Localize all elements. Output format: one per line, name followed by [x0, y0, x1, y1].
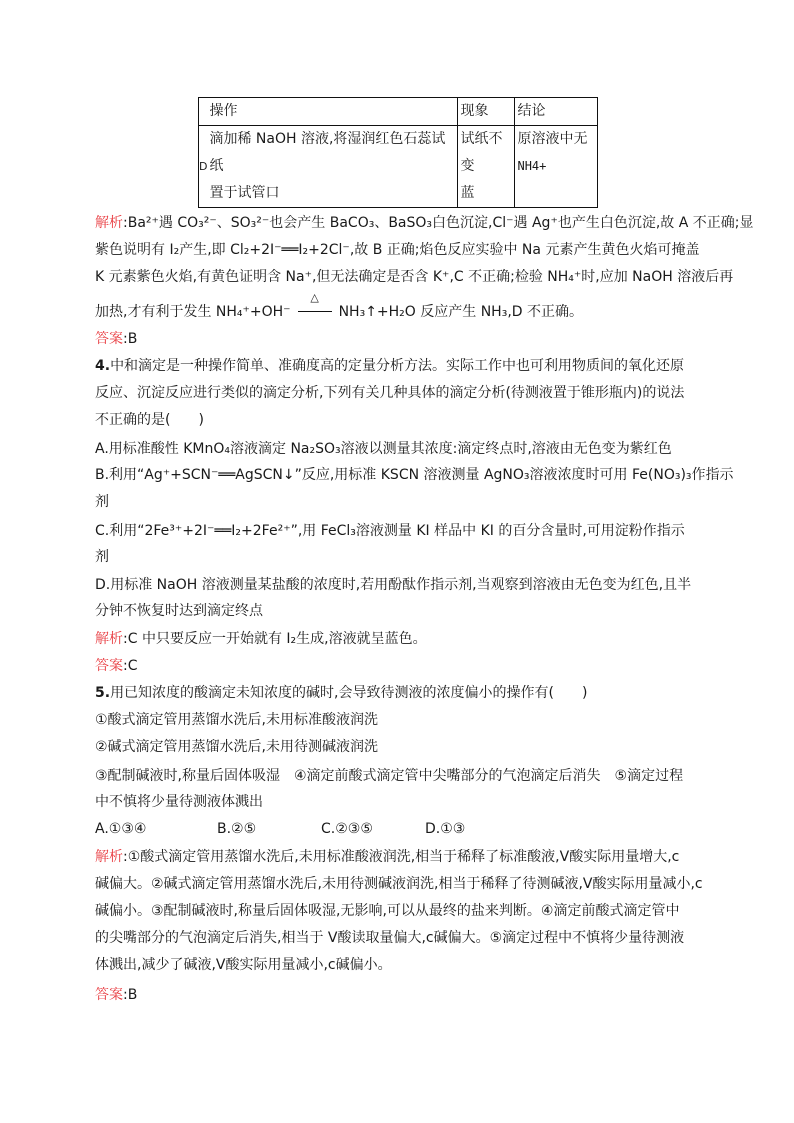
- explanation-3-line: 碱偏大。②碱式滴定管用蒸馏水洗后,未用待测碱液润洗,相当于稀释了待测碱液,V酸实际用量减小,c: [95, 876, 703, 892]
- option-d: D.①③: [425, 821, 466, 837]
- answer-label: 答案: [95, 658, 123, 674]
- question-number: 5.: [95, 685, 111, 701]
- explanation-1-line: 紫色说明有 I₂产生,即 Cl₂+2I⁻══I₂+2Cl⁻,故 B 正确;焰色反应实验中 Na 元素产生黄色火焰可掩盖: [95, 242, 700, 258]
- conclusion-line: 原溶液中无: [517, 131, 588, 147]
- explanation-2: 解析:C 中只要反应一开始就有 I₂生成,溶液就呈蓝色。: [95, 631, 427, 647]
- question-number: 4.: [95, 358, 111, 374]
- question-5-item: 中不慎将少量待测液体溅出: [95, 794, 263, 810]
- conclusion-line: NH4+: [517, 159, 547, 173]
- table-row: [199, 126, 598, 208]
- heat-arrow: △: [291, 302, 339, 322]
- option-b: 剂: [95, 494, 109, 510]
- answer-label: 答案: [95, 331, 123, 347]
- explanation-1-line: K 元素紫色火焰,有黄色证明含 Na⁺,但无法确定是否含 K⁺,C 不正确;检验 NH₄⁺时,应加 NaOH 溶液后再: [95, 269, 734, 285]
- conclusion-cell: [515, 126, 598, 208]
- question-5-item: ②碱式滴定管用蒸馏水洗后,未用待测碱液润洗: [95, 739, 378, 755]
- operation-line: 滴加稀 NaOH 溶液,将湿润红色石蕊试纸: [209, 131, 446, 174]
- phenomenon-line: 蓝: [460, 185, 475, 201]
- option-a: A.①③④: [95, 821, 147, 837]
- option-d: 分钟不恢复时达到滴定终点: [95, 603, 263, 619]
- explanation-3-line: 解析:①酸式滴定管用蒸馏水洗后,未用标准酸液润洗,相当于稀释了标准酸液,V酸实际用量增大,c: [95, 849, 680, 865]
- row-letter: D: [199, 126, 208, 208]
- question-5-stem: 5.用已知浓度的酸滴定未知浓度的碱时,会导致待测液的浓度偏小的操作有( ): [95, 685, 588, 701]
- answer-3: 答案:B: [95, 987, 138, 1003]
- option-c: 剂: [95, 549, 109, 565]
- explanation-1-line: 解析:Ba²⁺遇 CO₃²⁻、SO₃²⁻也会产生 BaCO₃、BaSO₃白色沉淀,Cl⁻遇 Ag⁺也产生白色沉淀,故 A 不正确;显: [95, 215, 754, 231]
- table-header-row: [199, 98, 598, 126]
- question-5-item: ③配制碱液时,称量后固体吸湿 ④滴定前酸式滴定管中尖嘴部分的气泡滴定后消失 ⑤滴定过程: [95, 768, 684, 784]
- option-a: A.用标准酸性 KMnO₄溶液滴定 Na₂SO₃溶液以测量其浓度:滴定终点时,溶液由无色变为紫红色: [95, 441, 672, 457]
- question-4-stem: 不正确的是( ): [95, 412, 204, 428]
- answer-1: 答案:B: [95, 331, 138, 347]
- option-c: C.②③⑤: [321, 821, 373, 837]
- experiment-table: [198, 97, 598, 208]
- operation-cell: [207, 126, 458, 208]
- explanation-3-line: 碱偏小。③配制碱液时,称量后固体吸湿,无影响,可以从最终的盐来判断。④滴定前酸式滴定管中: [95, 903, 680, 919]
- answer-label: 答案: [95, 987, 123, 1003]
- question-5-item: ①酸式滴定管用蒸馏水洗后,未用标准酸液润洗: [95, 712, 378, 728]
- header-conclusion: 结论: [515, 98, 598, 126]
- question-5-options: [95, 819, 465, 839]
- explanation-label: 解析: [95, 215, 123, 231]
- explanation-3-line: 的尖嘴部分的气泡滴定后消失,相当于 V酸读取量偏大,c碱偏大。⑤滴定过程中不慎将少量待测液: [95, 930, 685, 946]
- header-operation: 操作: [207, 98, 458, 126]
- option-b: B.利用“Ag⁺+SCN⁻══AgSCN↓”反应,用标准 KSCN 溶液测量 AgNO₃溶液浓度时可用 Fe(NO₃)₃作指示: [95, 467, 734, 483]
- option-b: B.②⑤: [217, 821, 257, 837]
- question-4-stem: 4.中和滴定是一种操作简单、准确度高的定量分析方法。实际工作中也可利用物质间的氧化还原: [95, 358, 685, 374]
- option-c: C.利用“2Fe³⁺+2I⁻══I₂+2Fe²⁺”,用 FeCl₃溶液测量 KI 样品中 KI 的百分含量时,可用淀粉作指示: [95, 523, 685, 539]
- option-d: D.用标准 NaOH 溶液测量某盐酸的浓度时,若用酚酞作指示剂,当观察到溶液由无色变为红色,且半: [95, 577, 692, 593]
- explanation-label: 解析: [95, 631, 123, 647]
- operation-line: 置于试管口: [209, 185, 280, 201]
- question-4-stem: 反应、沉淀反应进行类似的滴定分析,下列有关几种具体的滴定分析(待测液置于锥形瓶内)的说法: [95, 385, 685, 401]
- header-phenomenon: 现象: [458, 98, 515, 126]
- explanation-1-line: 加热,才有利于发生 NH₄⁺+OH⁻ △ NH₃↑+H₂O 反应产生 NH₃,D 不正确。: [95, 291, 584, 320]
- explanation-label: 解析: [95, 849, 123, 865]
- explanation-3-line: 体溅出,减少了碱液,V酸实际用量减小,c碱偏小。: [95, 957, 392, 973]
- phenomenon-line: 试纸不变: [460, 131, 503, 174]
- phenomenon-cell: [458, 126, 515, 208]
- answer-2: 答案:C: [95, 658, 138, 674]
